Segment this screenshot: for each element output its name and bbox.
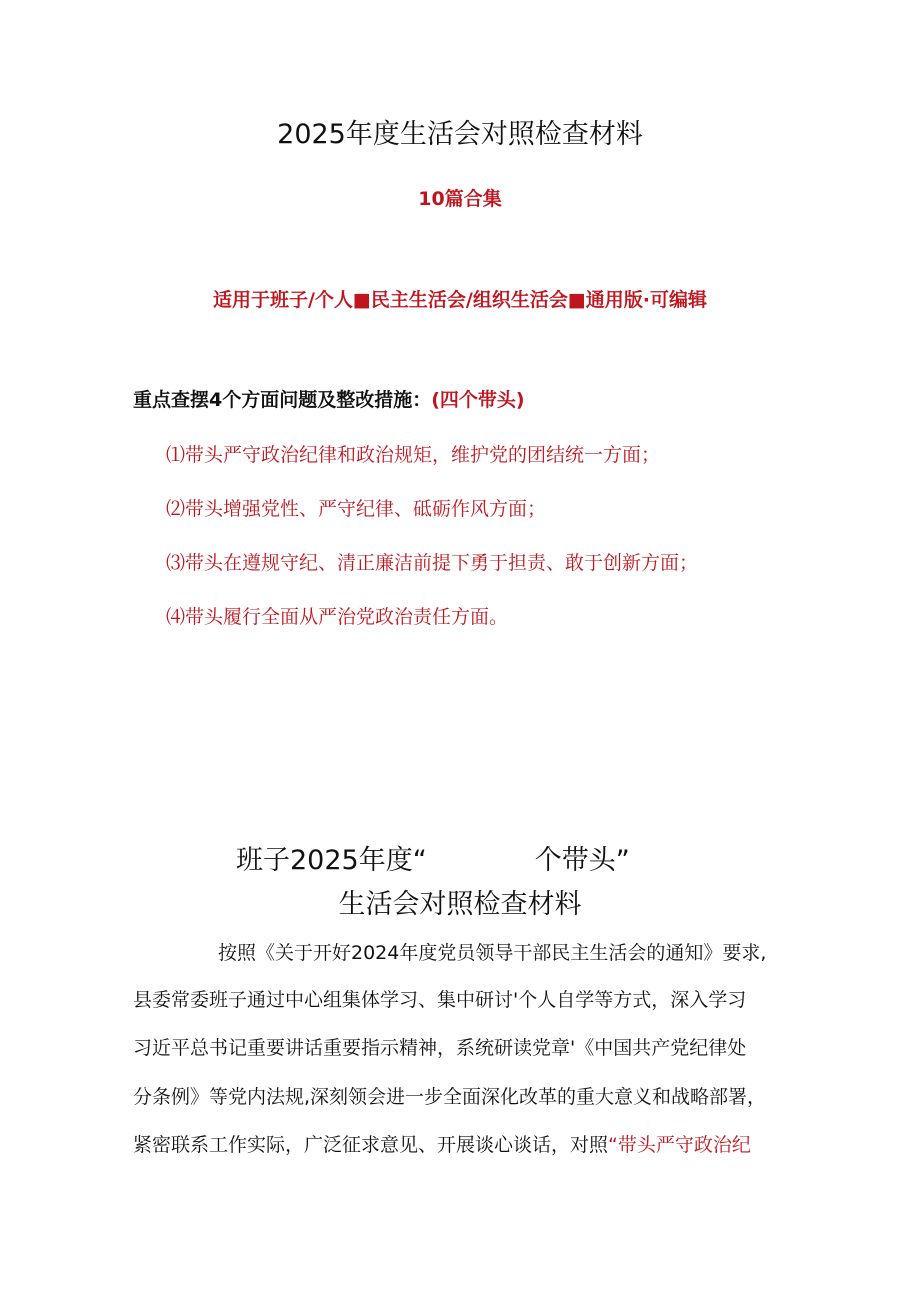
section-heading-line1	[236, 838, 630, 877]
section-heading-line2: 生活会对照检查材料	[338, 889, 582, 920]
section-heading-right: 个带头”	[534, 845, 630, 876]
list-item: ⑵带头增强党性、严守纪律、砥砺作风方面；	[166, 498, 547, 520]
paragraph-text: 紧密联系工作实际，广泛征求意见、开展谈心谈话，对照	[133, 1134, 609, 1156]
section-heading-left: 班子2025年度“	[236, 845, 427, 876]
list-item: ⑴带头严守政治纪律和政治规矩，维护党的团结统一方面；	[166, 444, 661, 466]
applicability-note: 适用于班子/个人■民主生活会/组织生活会■通用版·可编辑	[212, 289, 707, 311]
paragraph-line: 习近平总书记重要讲话重要指示精神，系统研读党章'《中国共产党纪律处	[133, 1037, 747, 1059]
paragraph-line: 按照《关于开好2024年度党员领导干部民主生活会的通知》要求,	[218, 942, 767, 964]
document-title: 2025年度生活会对照检查材料	[277, 119, 643, 150]
paragraph-line: 分条例》等党内法规,深刻领会进一步全面深化改革的重大意义和战略部署，	[133, 1086, 767, 1108]
paragraph-highlight: “带头严守政治纪	[608, 1134, 751, 1156]
document-subtitle: 10篇合集	[418, 188, 502, 210]
list-item: ⑶带头在遵规守纪、清正廉洁前提下勇于担责、敢于创新方面；	[166, 552, 699, 574]
key-points-heading	[133, 385, 525, 412]
key-points-lead: 重点查摆4个方面问题及整改措施：	[133, 389, 432, 411]
key-points-highlight: (四个带头)	[431, 389, 525, 411]
paragraph-line-last	[133, 1130, 793, 1157]
paragraph-line: 县委常委班子通过中心组集体学习、集中研讨'个人自学等方式，深入学习	[133, 989, 747, 1011]
list-item: ⑷带头履行全面从严治党政治责任方面。	[166, 606, 509, 628]
